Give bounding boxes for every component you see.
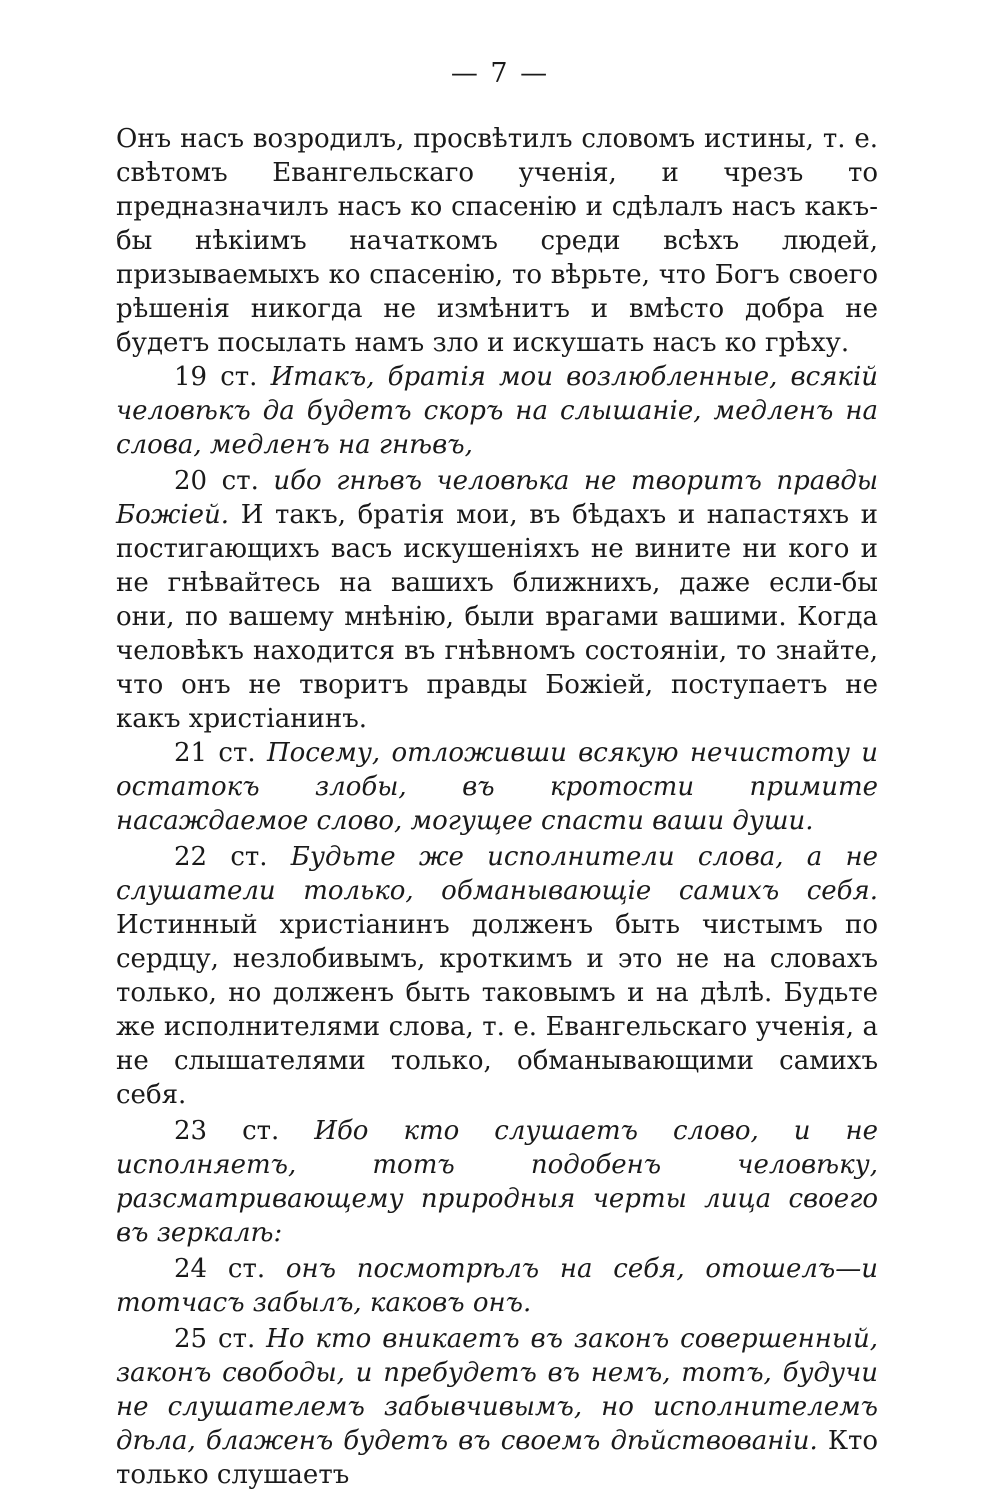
verse-19-text: Итакъ, братія мои возлюбленные, всякій человѣкъ да будетъ скоръ на слышаніе, медленъ на слова, медленъ на гнѣвъ, xyxy=(116,362,879,460)
verse-24-number: 24 ст. xyxy=(174,1254,266,1284)
verse-20-number: 20 ст. xyxy=(174,466,259,496)
verse-24-text: онъ посмотрѣлъ на себя, отошелъ—и тотчасъ забылъ, каковъ онъ. xyxy=(116,1254,878,1318)
verse-19-number: 19 ст. xyxy=(174,362,258,392)
verse-22-number: 22 ст. xyxy=(174,842,268,872)
verse-25-text: Но кто вникаетъ въ законъ совершенный, законъ свободы, и пребудетъ въ немъ, тотъ, будучи не слушателемъ забывчивымъ, но исполнителемъ дѣла, блаженъ будетъ въ своемъ дѣйствованіи. xyxy=(116,1324,879,1456)
verse-24 xyxy=(116,1252,878,1320)
verse-21 xyxy=(116,736,878,838)
verse-25 xyxy=(116,1322,878,1492)
page-number: — 7 — xyxy=(450,58,550,89)
verse-20 xyxy=(116,464,878,736)
text-body xyxy=(116,122,878,1492)
verse-21-text: Посему, отложивши всякую нечистоту и остатокъ злобы, въ кротости примите насаждаемое слово, могущее спасти ваши души. xyxy=(116,738,879,836)
verse-25-number: 25 ст. xyxy=(174,1324,256,1354)
verse-22-text: Будьте же исполнители слова, а не слушатели только, обманывающіе самихъ себя. xyxy=(116,842,878,906)
paragraph-intro: Онъ насъ возродилъ, просвѣтилъ словомъ истины, т. е. свѣтомъ Евангельскаго ученія, и чрезъ то предназначилъ насъ ко спасенію и сдѣлалъ насъ какъ-бы нѣкіимъ начаткомъ среди всѣхъ людей, призываемыхъ ко спасенію, то вѣрьте, что Богъ своего рѣшенія никогда не измѣнитъ и вмѣсто добра не будетъ посылать намъ зло и искушать насъ ко грѣху. xyxy=(116,124,878,358)
verse-23-number: 23 ст. xyxy=(174,1116,280,1146)
verse-20-commentary: И такъ, братія мои, въ бѣдахъ и напастяхъ и постигающихъ васъ искушеніяхъ не вините ни кого и не гнѣвайтесь на вашихъ ближнихъ, даже если-бы они, по вашему мнѣнію, были врагами вашими. Когда человѣкъ находится въ гнѣвномъ состояніи, то знайте, что онъ не творитъ правды Божіей, поступаетъ не какъ христіанинъ. xyxy=(116,500,878,734)
verse-25-commentary: Кто только слушаетъ xyxy=(116,1426,878,1490)
verse-21-number: 21 ст. xyxy=(174,738,256,768)
verse-19 xyxy=(116,360,878,462)
verse-22 xyxy=(116,840,878,1112)
verse-23 xyxy=(116,1114,878,1250)
verse-20-text: ибо гнѣвъ человѣка не творитъ правды Божіей. xyxy=(116,466,879,530)
verse-22-commentary: Истинный христіанинъ долженъ быть чистымъ по сердцу, незлобивымъ, кроткимъ и это не на словахъ только, но долженъ быть таковымъ и на дѣлѣ. Будьте же исполнителями слова, т. е. Евангельскаго ученія, а не слышателями только, обманывающими самихъ себя. xyxy=(116,910,878,1110)
verse-23-text: Ибо кто слушаетъ слово, и не исполняетъ, тотъ подобенъ человѣку, разсматривающему природныя черты лица своего въ зеркалѣ: xyxy=(116,1116,878,1248)
